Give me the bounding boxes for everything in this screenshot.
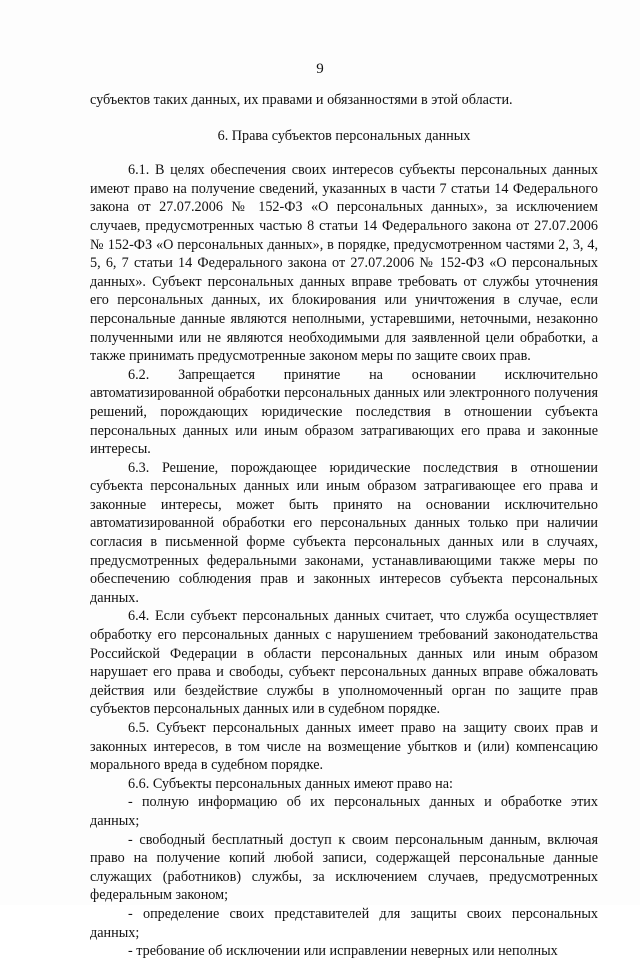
document-body	[90, 91, 598, 961]
paragraph-6-2: 6.2. Запрещается принятие на основании исключительно автоматизированной обработки персональных данных или электронного получения решений, порождающих юридические последствия в отношении субъекта персональных данных или иным образом затрагивающих его права и законные интересы.	[90, 366, 598, 458]
paragraph-6-1: 6.1. В целях обеспечения своих интересов субъекты персональных данных имеют право на получение сведений, указанных в части 7 статьи 14 Федерального закона от 27.07.2006 № 152-ФЗ «О персональных данных», за исключением случаев, предусмотренных частью 8 статьи 14 Федерального закона от 27.07.2006 № 152-ФЗ «О персональных данных», в порядке, предусмотренном частями 2, 3, 4, 5, 6, 7 статьи 14 Федерального закона от 27.07.2006 № 152-ФЗ «О персональных данных». Субъект персональных данных вправе требовать от службы уточнения его персональных данных, их блокирования или уничтожения в случае, если персональные данные являются неполными, устаревшими, неточными, незаконно полученными или не являются необходимыми для заявленной цели обработки, а также принимать предусмотренные законом меры по защите своих прав.	[90, 162, 598, 365]
paragraph-6-4: 6.4. Если субъект персональных данных считает, что служба осуществляет обработку его персональных данных с нарушением требований законодательства Российской Федерации в области персональных данных или иным образом нарушает его права и свободы, субъект персональных данных вправе обжаловать действия или бездействие службы в уполномоченный орган по защите прав субъектов персональных данных или в судебном порядке.	[90, 608, 598, 718]
paragraph-6-6: 6.6. Субъекты персональных данных имеют право на:	[128, 775, 453, 792]
list-item-correction-request: - требование об исключении или исправлении неверных или неполных	[128, 943, 558, 960]
section-heading: 6. Права субъектов персональных данных	[217, 127, 471, 144]
paragraph-6-3: 6.3. Решение, порождающее юридические последствия в отношении субъекта персональных данных или иным образом затрагивающее его права и законные интересы, может быть принято на основании исключительно автоматизированной обработки его персональных данных только при наличии согласия в письменной форме субъекта персональных данных или в случаях, предусмотренных федеральными законами, устанавливающими также меры по обеспечению соблюдения прав и законных интересов субъекта персональных данных.	[90, 459, 598, 606]
paragraph-6-5: 6.5. Субъект персональных данных имеет право на защиту своих прав и законных интересов, в том числе на возмещение убытков и (или) компенсацию морального вреда в судебном порядке.	[90, 720, 598, 774]
page-number: 9	[316, 61, 324, 77]
list-item-free-access: - свободный бесплатный доступ к своим персональным данным, включая право на получение копий любой записи, содержащей персональные данные служащих (работников) службы, за исключением случаев, предусмотренных федеральным законом;	[90, 831, 598, 904]
list-item-full-information: - полную информацию об их персональных данных и обработке этих данных;	[90, 794, 598, 829]
list-item-representatives: - определение своих представителей для защиты своих персональных данных;	[90, 905, 598, 941]
continuation-line: субъектов таких данных, их правами и обязанностями в этой области.	[90, 92, 513, 108]
